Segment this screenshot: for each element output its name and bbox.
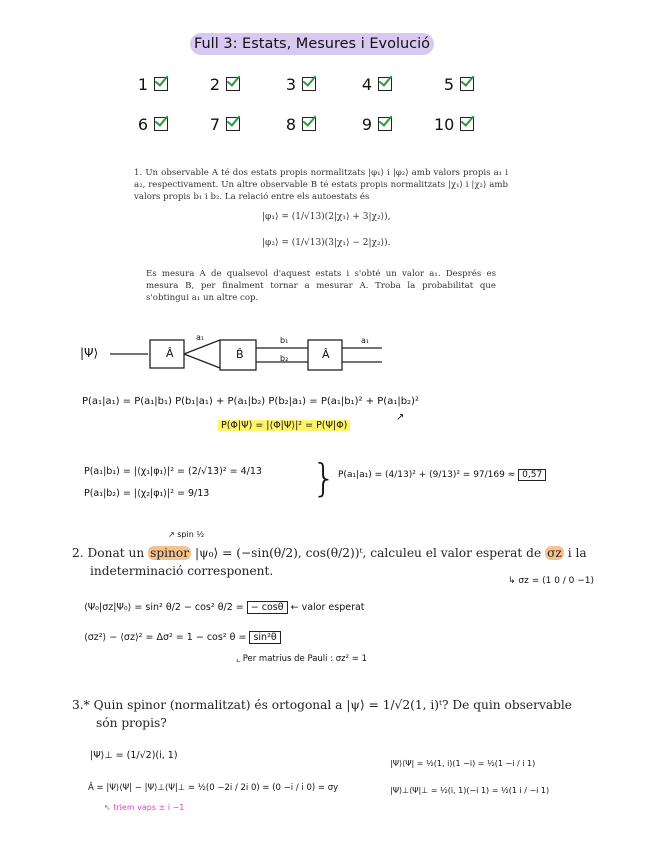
diagram-op-a1: Â: [166, 347, 174, 360]
work2-box2: sin²θ: [249, 631, 280, 644]
diagram-label: a₁: [361, 336, 370, 345]
diagram-label: b₂: [280, 354, 289, 363]
checkbox-checked-icon[interactable]: [378, 117, 392, 131]
problem2-post: i la: [567, 546, 587, 560]
check-item[interactable]: [128, 115, 168, 134]
check-item[interactable]: [200, 115, 240, 134]
check-item[interactable]: [128, 75, 168, 94]
checkbox-checked-icon[interactable]: [302, 117, 316, 131]
work1-highlight: P(Φ|Ψ) = |⟨Φ|Ψ⟩|² = P(Ψ|Φ): [218, 420, 350, 431]
problem2-number: 2.: [72, 546, 84, 560]
check-item[interactable]: [276, 115, 316, 134]
work3-note: ↖ triem vaps ± i −1: [104, 803, 185, 812]
checkbox-checked-icon[interactable]: [154, 117, 168, 131]
problem1-eq1: |φ₁⟩ = (1/√13)(2|χ₁⟩ + 3|χ₂⟩),: [262, 212, 391, 222]
problem3-text2: són propis?: [96, 716, 167, 730]
work2-line2: ⟨σz²⟩ − ⟨σz⟩² = Δσ² = 1 − cos² θ = sin²θ: [84, 632, 281, 643]
work1-result: [338, 470, 546, 480]
page-title: Full 3: Estats, Mesures i Evolució: [190, 33, 434, 55]
diagram-op-b: B̂: [236, 348, 244, 361]
diagram-psi: |Ψ⟩: [80, 346, 99, 360]
check-item[interactable]: [434, 75, 474, 94]
check-item[interactable]: [352, 115, 392, 134]
problem1-text2: Es mesura A de qualsevol d'aquest estats i s'obté un valor a₁. Després es mesura B, per finalment tornar a mesurar A. Troba la probabilitat que s'obtingui a₁ un altre cop.: [146, 269, 496, 303]
work1-result-box: 0,57: [518, 469, 546, 481]
check-item[interactable]: [276, 75, 316, 94]
work1-line1: P(a₁|a₁) = P(a₁|b₁) P(b₁|a₁) + P(a₁|b₂) P(b₂|a₁) = P(a₁|b₁)² + P(a₁|b₂)²: [82, 396, 419, 407]
work2-line1: ⟨Ψ₀|σz|Ψ₀⟩ = sin² θ/2 − cos² θ/2 = − cosθ ← valor esperat: [84, 602, 365, 613]
problem1-eq2: |φ₂⟩ = (1/√13)(3|χ₁⟩ − 2|χ₂⟩).: [262, 238, 391, 248]
problem3-statement: [72, 697, 572, 714]
check-item[interactable]: [200, 75, 240, 94]
problem2-mid: |ψ₀⟩ = (−sin(θ/2), cos(θ/2))ᵗ, calculeu el valor esperat de: [194, 546, 542, 560]
checkbox-checked-icon[interactable]: [378, 77, 392, 91]
check-number: 3: [285, 75, 296, 94]
work3-right2: |Ψ⟩⊥⟨Ψ|⊥ = ½(i, 1)(−i 1) = ½(1 i / −i 1): [390, 786, 550, 795]
check-number: 10: [434, 115, 455, 134]
work2-box1: − cosθ: [247, 601, 288, 614]
checkbox-checked-icon[interactable]: [302, 77, 316, 91]
sigma-highlight: σz: [547, 546, 562, 560]
problem1-text1: Un observable A té dos estats propis normalitzats |φ₁⟩ i |φ₂⟩ amb valors propis a₁ i a₂, respectivament. Un altre observable B té estats propis normalitzats |χ₁⟩ i |χ₂⟩ amb valors propis b₁ i b₂. La relació entre els autoestats és: [134, 168, 509, 202]
problem1-statement: [134, 167, 508, 203]
work1-result-expr: P(a₁|a₁) = (4/13)² + (9/13)² = 97/169 ≈: [338, 470, 516, 480]
checkbox-checked-icon[interactable]: [460, 117, 474, 131]
work3-line2: Â = |Ψ⟩⟨Ψ| − |Ψ⟩⊥⟨Ψ|⊥ = ½(0 −2i / 2i 0) = (0 −i / i 0) = σy: [88, 783, 339, 793]
problem2-side: ↳ σz = (1 0 / 0 −1): [508, 576, 595, 586]
diagram-op-a2: Â: [322, 348, 330, 361]
checkbox-checked-icon[interactable]: [226, 77, 240, 91]
checkbox-checked-icon[interactable]: [226, 117, 240, 131]
brace-icon: }: [312, 456, 337, 500]
problem1-number: 1.: [134, 168, 143, 178]
problem2-pre: Donat un: [87, 546, 145, 560]
checkbox-checked-icon[interactable]: [460, 77, 474, 91]
spinor-highlight: spinor: [150, 546, 190, 560]
check-number: 4: [361, 75, 372, 94]
spin-annotation: ↗ spin ½: [168, 530, 205, 539]
check-number: 1: [137, 75, 148, 94]
work1-line2: P(a₁|b₁) = |⟨χ₁|φ₁⟩|² = (2/√13)² = 4/13: [84, 466, 262, 477]
check-item[interactable]: [352, 75, 392, 94]
problem2-line2: indeterminació corresponent.: [90, 564, 274, 578]
problem3-text1: Quin spinor (normalitzat) és ortogonal a |ψ⟩ = 1/√2(1, i)ᵗ? De quin observable: [93, 698, 573, 712]
work1-line3: P(a₁|b₂) = |⟨χ₂|φ₁⟩|² = 9/13: [84, 488, 210, 499]
check-number: 5: [443, 75, 454, 94]
work1-arrow-icon: ↗: [396, 412, 405, 423]
work3-right1: |Ψ⟩⟨Ψ| = ½(1, i)(1 −i) = ½(1 −i / i 1): [390, 759, 536, 768]
check-number: 9: [361, 115, 372, 134]
work3-line1: |Ψ⟩⊥ = (1/√2)(i, 1): [90, 750, 178, 761]
check-number: 6: [137, 115, 148, 134]
diagram-label: a₁: [196, 333, 205, 342]
checklist: [128, 75, 488, 137]
check-item[interactable]: [434, 115, 474, 134]
problem2-statement: [72, 545, 592, 562]
check-number: 8: [285, 115, 296, 134]
work2-line3: ⌞ Per matrius de Pauli : σz² = 1: [236, 654, 367, 664]
checkbox-checked-icon[interactable]: [154, 77, 168, 91]
check-number: 2: [209, 75, 220, 94]
problem3-number: 3.*: [72, 698, 90, 712]
check-number: 7: [209, 115, 220, 134]
diagram-label: b₁: [280, 336, 289, 345]
work2-note: ← valor esperat: [290, 602, 365, 613]
